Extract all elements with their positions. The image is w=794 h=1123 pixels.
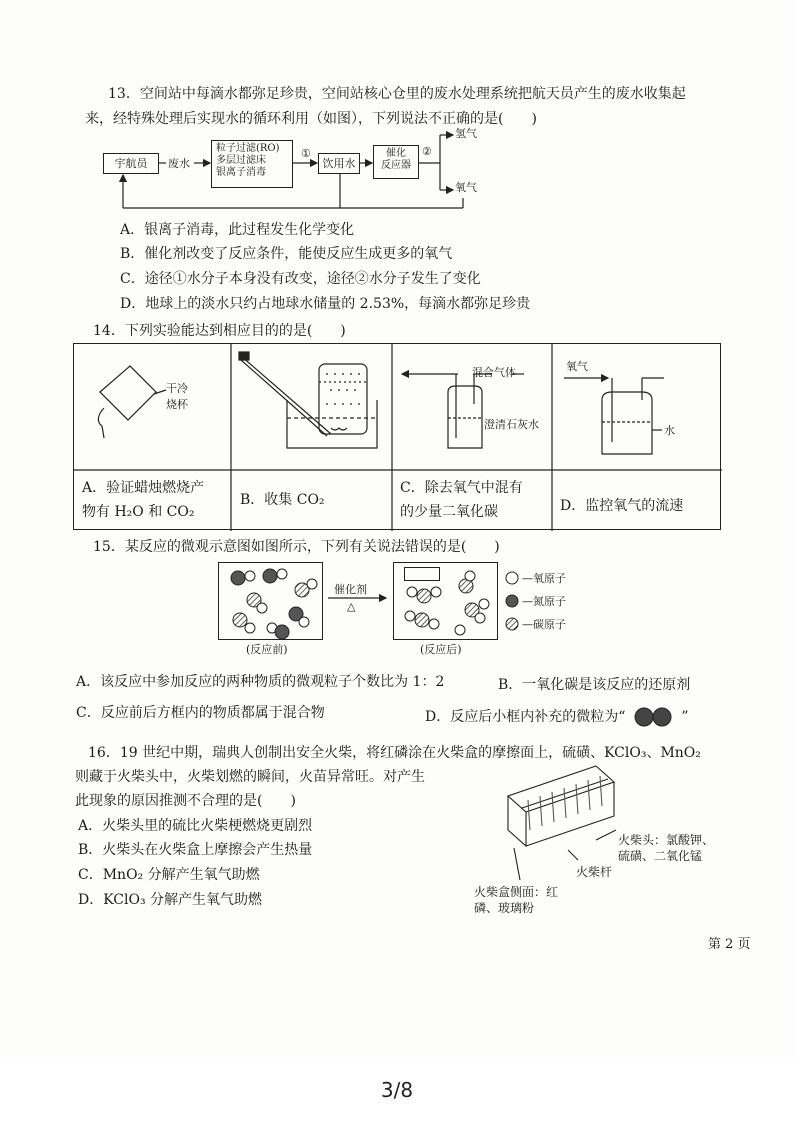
wastewater-label: 废水 bbox=[168, 157, 190, 170]
q14-a-text-line2: 物有 H₂O 和 CO₂ bbox=[82, 504, 195, 520]
q15-option-b: B．一氧化碳是该反应的还原剂 bbox=[498, 677, 691, 693]
q15-option-c: C．反应前后方框内的物质都属于混合物 bbox=[76, 705, 325, 721]
box-side-label bbox=[474, 884, 558, 916]
q13-option-c: C．途径①水分子本身没有改变，途径②水分子发生了变化 bbox=[120, 271, 481, 287]
q14-d-label2: 水 bbox=[664, 424, 675, 437]
q16-stem-line3: 此现象的原因推测不合理的是( ) bbox=[75, 793, 296, 809]
hydrogen-label: 氢气 bbox=[455, 127, 477, 140]
legend-oxygen: —氧原子 bbox=[522, 572, 566, 585]
q13-stem-line2: 来，经特殊处理后实现水的循环利用（如图），下列说法不正确的是( ) bbox=[85, 111, 537, 127]
astronaut-box: 宇航员 bbox=[103, 153, 159, 174]
match-head-line1: 火柴头：氯酸钾、 bbox=[618, 833, 715, 847]
filter-line2: 多层过滤床 bbox=[216, 155, 266, 166]
legend-carbon: —碳原子 bbox=[522, 618, 566, 631]
q16-stem-line2: 则藏于火柴头中，火柴划燃的瞬间，火苗异常旺。对产生 bbox=[75, 769, 425, 785]
q16-stem-line1: 16．19 世纪中期，瑞典人创制出安全火柴，将红磷涂在火柴盒的摩擦面上，硫磺、KClO₃、MnO₂ bbox=[88, 745, 701, 761]
q16-option-b: B．火柴头在火柴盒上摩擦会产生热量 bbox=[78, 842, 313, 858]
q14-d-text: D．监控氧气的流速 bbox=[560, 498, 684, 514]
q14-d-label1: 氧气 bbox=[566, 360, 588, 373]
q15-option-d-pre: D．反应后小框内补充的微粒为“ bbox=[425, 709, 626, 725]
q13-option-d: D．地球上的淡水只约占地球水储量的 2.53%，每滴水都弥足珍贵 bbox=[120, 296, 531, 312]
reactor-line2: 反应器 bbox=[381, 160, 411, 171]
catalyst-label: 催化剂 bbox=[334, 583, 367, 596]
box-side-line1: 火柴盒侧面：红 bbox=[474, 885, 559, 899]
q15-option-a: A．该反应中参加反应的两种物质的微观粒子个数比为 1：2 bbox=[76, 674, 445, 690]
q14-c-text-line1: C．除去氧气中混有 bbox=[400, 480, 523, 496]
match-stick-label: 火柴杆 bbox=[576, 865, 613, 879]
q13-option-b: B．催化剂改变了反应条件，能使反应生成更多的氧气 bbox=[120, 246, 453, 262]
q14-a-label2: 烧杯 bbox=[166, 398, 188, 411]
q14-a-label1: 干冷 bbox=[166, 382, 188, 395]
match-head-line2: 硫磺、二氧化锰 bbox=[618, 849, 703, 863]
match-head-label bbox=[618, 832, 714, 864]
q14-c-text-line2: 的少量二氧化碳 bbox=[400, 504, 498, 520]
q14-a-text-line1: A．验证蜡烛燃烧产 bbox=[82, 480, 205, 496]
q16-option-c: C．MnO₂ 分解产生氧气助燃 bbox=[78, 867, 260, 883]
legend-nitrogen: —氮原子 bbox=[522, 595, 566, 608]
q14-stem: 14．下列实验能达到相应目的的是( ) bbox=[93, 323, 346, 339]
filter-line3: 银离子消毒 bbox=[216, 167, 266, 178]
route2-label: ② bbox=[422, 145, 432, 158]
page-label: 第 2 页 bbox=[708, 937, 751, 952]
q13-stem-line1: 13．空间站中每滴水都弥足珍贵，空间站核心仓里的废水处理系统把航天员产生的废水收集起 bbox=[108, 86, 686, 102]
q15-option-d-post: ” bbox=[681, 709, 689, 725]
after-label: (反应后) bbox=[420, 643, 462, 656]
box-side-line2: 磷、玻璃粉 bbox=[474, 901, 535, 915]
drinking-water-box: 饮用水 bbox=[318, 153, 360, 174]
q14-b-text: B．收集 CO₂ bbox=[240, 492, 325, 508]
oxygen-label: 氧气 bbox=[455, 181, 477, 194]
before-label: (反应前) bbox=[246, 643, 288, 656]
q16-option-a: A．火柴头里的硫比火柴梗燃烧更剧烈 bbox=[78, 818, 313, 834]
reactor-line1: 催化 bbox=[386, 148, 406, 159]
filter-line1: 粒子过滤(RO) bbox=[216, 143, 280, 154]
heat-symbol: △ bbox=[347, 600, 356, 613]
q14-c-label1: 混合气体 bbox=[472, 366, 516, 379]
q16-option-d: D．KClO₃ 分解产生氧气助燃 bbox=[78, 892, 263, 908]
q14-c-label2: 澄清石灰水 bbox=[484, 418, 539, 431]
route1-label: ① bbox=[301, 147, 311, 160]
q15-stem: 15．某反应的微观示意图如图所示，下列有关说法错误的是( ) bbox=[93, 539, 500, 555]
q13-option-a: A．银离子消毒，此过程发生化学变化 bbox=[120, 222, 355, 238]
page-counter: 3/8 bbox=[380, 1078, 414, 1102]
